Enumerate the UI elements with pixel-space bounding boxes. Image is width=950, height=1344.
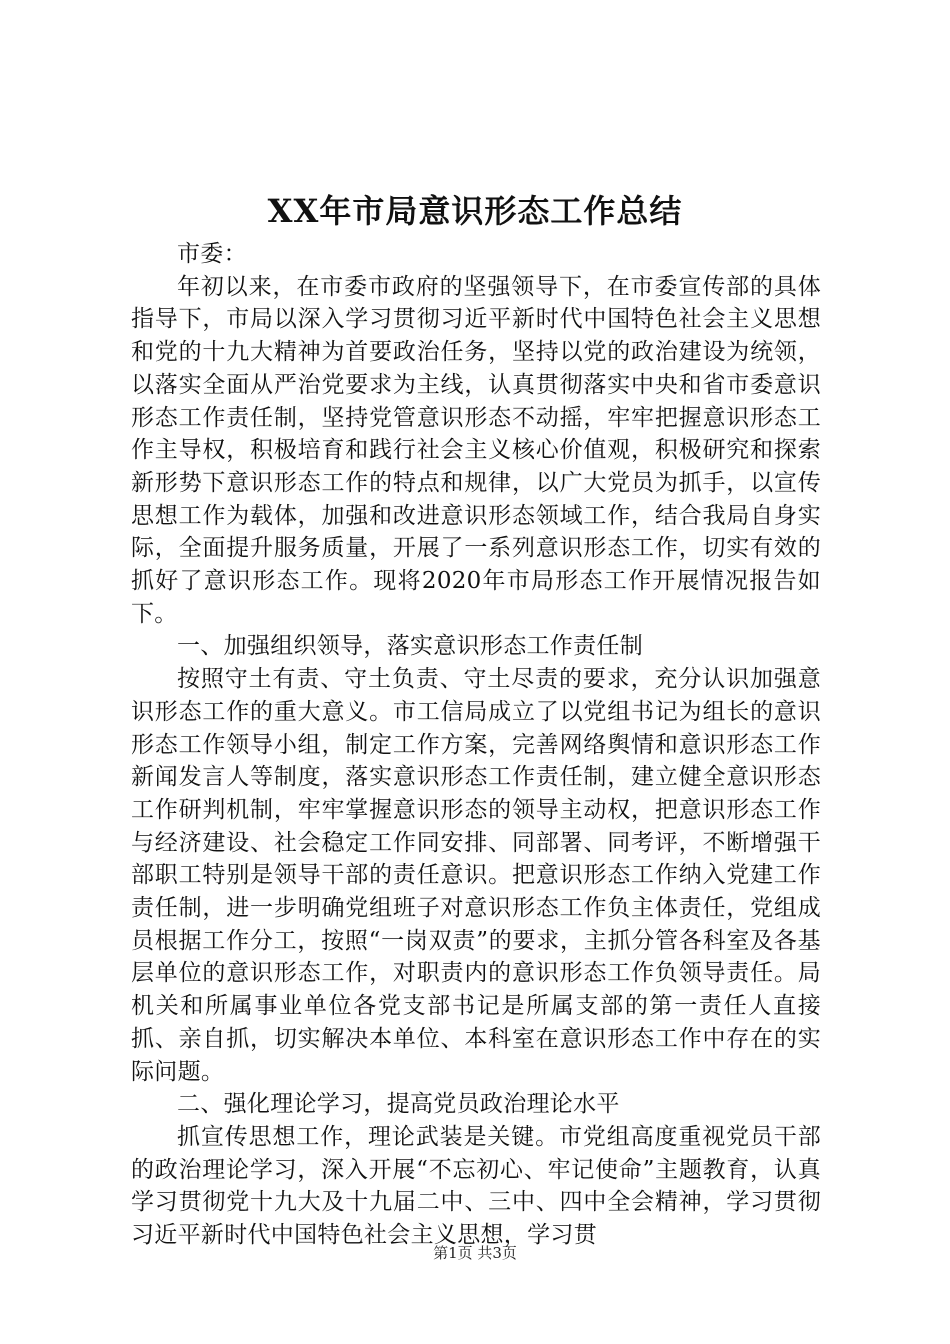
section-heading-2: 二、强化理论学习，提高党员政治理论水平 (177, 1091, 620, 1118)
document-body (131, 238, 821, 1252)
salutation: 市委： (177, 241, 247, 267)
section-heading-1: 一、加强组织领导，落实意识形态工作责任制 (177, 633, 643, 660)
intro-paragraph: 年初以来，在市委市政府的坚强领导下，在市委宣传部的具体指导下，市局以深入学习贯彻习近平新时代中国特色社会主义思想和党的十九大精神为首要政治任务，坚持以党的政治建设为统领，以落实全面从严治党要求为主线，认真贯彻落实中央和省市委意识形态工作责任制，坚持党管意识形态不动摇，牢牢把握意识形态工作主导权，积极培育和践行社会主义核心价值观，积极研究和探索新形势下意识形态工作的特点和规律，以广大党员为抓手，以宣传思想工作为载体，加强和改进意识形态领域工作，结合我局自身实际，全面提升服务质量，开展了一系列意识形态工作，切实有效的抓好了意识形态工作。现将2020年市局形态工作开展情况报告如下。 (131, 273, 821, 627)
section-2-paragraph: 抓宣传思想工作，理论武装是关键。市党组高度重视党员干部的政治理论学习，深入开展“不忘初心、牢记使命”主题教育，认真学习贯彻党十九大及十九届二中、三中、四中全会精神，学习贯彻习近平新时代中国特色社会主义思想，学习贯 (131, 1123, 821, 1249)
page-number-footer: 第1页 共3页 (433, 1244, 517, 1262)
section-1-paragraph: 按照守土有责、守土负责、守土尽责的要求，充分认识加强意识形态工作的重大意义。市工信局成立了以党组书记为组长的意识形态工作领导小组，制定工作方案，完善网络舆情和意识形态工作新闻发言人等制度，落实意识形态工作责任制，建立健全意识形态工作研判机制，牢牢掌握意识形态的领导主动权，把意识形态工作与经济建设、社会稳定工作同安排、同部署、同考评，不断增强干部职工特别是领导干部的责任意识。把意识形态工作纳入党建工作责任制，进一步明确党组班子对意识形态工作负主体责任，党组成员根据工作分工，按照“一岗双责”的要求，主抓分管各科室及各基层单位的意识形态工作，对职责内的意识形态工作负领导责任。局机关和所属事业单位各党支部书记是所属支部的第一责任人直接抓、亲自抓，切实解决本单位、本科室在意识形态工作中存在的实际问题。 (131, 666, 821, 1085)
document-title: XX年市局意识形态工作总结 (267, 192, 683, 230)
